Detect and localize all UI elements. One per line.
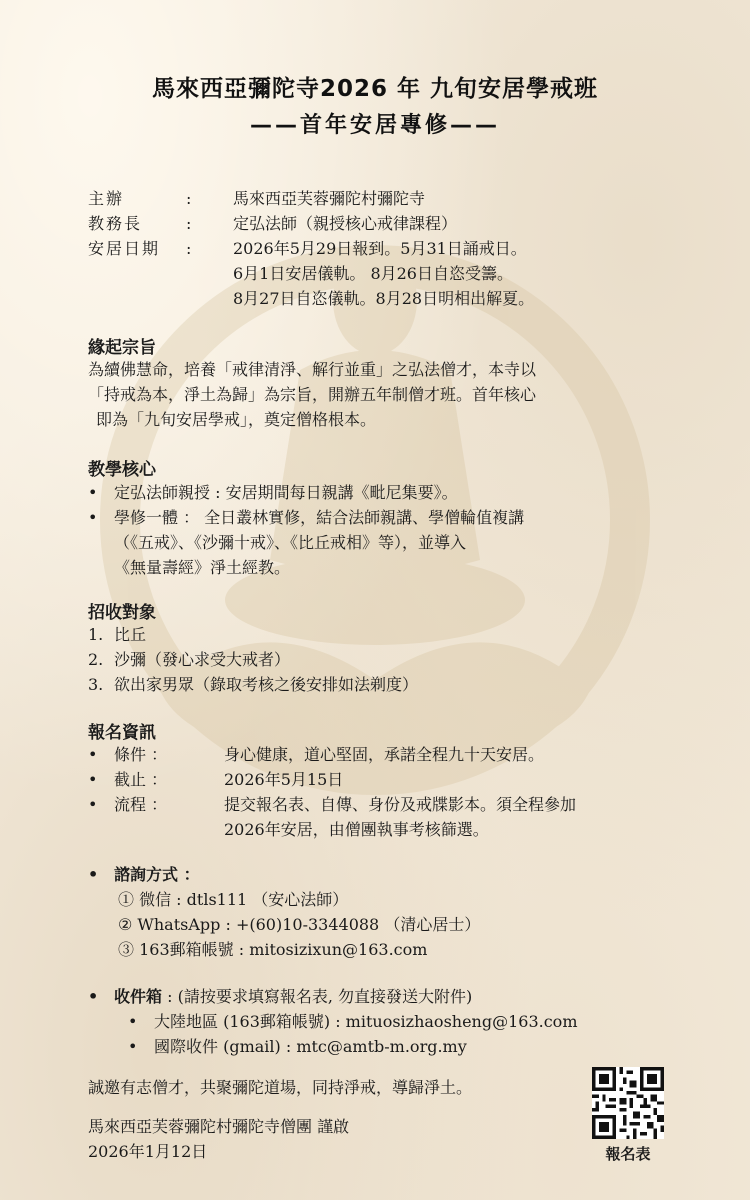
page-subtitle: ——首年安居專修—— [249, 113, 500, 138]
info-key [88, 261, 186, 286]
bullet-dot: • [88, 987, 99, 1006]
bullet-dot: • [88, 795, 98, 814]
list-item-text: 定弘法師親授 : 安居期間每日親講《毗尼集要》。 [114, 483, 458, 502]
bullet-dot: • [88, 770, 98, 789]
list-item-value: 2026年5月15日 [224, 770, 344, 789]
list-item [88, 767, 668, 792]
section-heading-teaching: 教學核心 [88, 460, 156, 480]
info-row-dates [88, 236, 688, 261]
list-number: 3. [88, 675, 104, 694]
list-item-key: 條件 ： [114, 745, 168, 764]
qr-label: 報名表 [605, 1145, 651, 1163]
info-row-dean [88, 211, 688, 236]
info-colon [186, 286, 233, 311]
inbox-item-text[interactable]: 大陸地區 (163郵箱帳號) : mituosizhaosheng@163.com [154, 1012, 578, 1031]
origin-paragraph [88, 357, 668, 432]
list-number: 1. [88, 625, 104, 644]
list-item-value: 身心健康，道心堅固，承諾全程九十天安居。 [224, 745, 545, 764]
inbox-item-international [88, 1034, 688, 1059]
list-item-text: 學修一體 ： 全日叢林實修，結合法師親講、學僧輪值複講 [114, 508, 525, 527]
bullet-dot: • [128, 1037, 138, 1056]
paragraph-line: 「持戒為本，淨土為歸」為宗旨，開辦五年制僧才班。首年核心 [88, 385, 537, 404]
paragraph-line: 即為「九旬安居學戒」，奠定僧格根本。 [96, 410, 377, 429]
inquiry-heading-row [88, 862, 688, 887]
list-item-continuation: 《無量壽經》淨土經教。 [114, 558, 291, 577]
inquiry-wechat: ① 微信 : dtls111 （安心法師） [118, 890, 349, 909]
closing-date: 2026年1月12日 [88, 1142, 208, 1161]
list-item-text: 沙彌（發心求受大戒者） [114, 650, 291, 669]
list-number: 2. [88, 650, 104, 669]
closing-signature: 馬來西亞芙蓉彌陀村彌陀寺僧團 謹啟 [88, 1117, 350, 1136]
list-item-text: 比丘 [114, 625, 147, 644]
inbox-heading: 收件箱 [114, 987, 163, 1006]
list-item [88, 622, 668, 647]
registration-list [88, 742, 668, 842]
inbox-note: : (請按要求填寫報名表, 勿直接發送大附件) [162, 987, 473, 1006]
info-colon: : [186, 214, 192, 233]
info-block [88, 186, 688, 311]
list-item-key: 流程 ： [114, 795, 168, 814]
info-colon: : [186, 239, 192, 258]
info-key: 安居日期 [88, 239, 161, 258]
closing-invite: 誠邀有志僧才，共聚彌陀道場，同持淨戒，導歸淨土。 [88, 1078, 473, 1097]
info-colon: : [186, 189, 192, 208]
info-value: 8月27日自恣儀軌。8月28日明相出解夏。 [233, 289, 535, 308]
inquiry-heading: 諮詢方式 ： [114, 865, 200, 884]
info-row-organizer [88, 186, 688, 211]
qr-code-icon[interactable] [592, 1067, 664, 1139]
inquiry-block [88, 862, 688, 962]
bullet-dot: • [88, 508, 98, 527]
inbox-item-mainland [88, 1009, 688, 1034]
section-heading-origin: 緣起宗旨 [88, 338, 156, 358]
list-item [88, 505, 668, 530]
list-item-key: 截止 ： [114, 770, 168, 789]
list-item [88, 480, 668, 505]
inbox-block [88, 984, 688, 1059]
paragraph-line: 為續佛慧命，培養「戒律清淨、解行並重」之弘法僧才，本寺以 [88, 360, 537, 379]
list-item-text: 欲出家男眾（錄取考核之後安排如法剃度） [114, 675, 419, 694]
bullet-dot: • [88, 745, 98, 764]
bullet-dot: • [88, 865, 99, 884]
list-item [88, 792, 668, 817]
info-value: 2026年5月29日報到。5月31日誦戒日。 [233, 239, 527, 258]
inbox-heading-row [88, 984, 688, 1009]
list-item-continuation: （《五戒》、《沙彌十戒》、《比丘戒相》等），並導入 [114, 533, 467, 552]
info-value: 馬來西亞芙蓉彌陀村彌陀寺 [233, 189, 426, 208]
list-item [88, 742, 668, 767]
info-row-dates-cont [88, 286, 688, 311]
bullet-dot: • [128, 1012, 138, 1031]
info-colon [186, 261, 233, 286]
list-item [88, 672, 668, 697]
list-item-value: 提交報名表、自傳、身份及戒牒影本。須全程參加 [224, 795, 577, 814]
list-item-continuation [88, 817, 668, 842]
info-row-dates-cont [88, 261, 688, 286]
teaching-list [88, 480, 668, 580]
inquiry-whatsapp: ② WhatsApp : +(60)10-3344088 （清心居士） [118, 915, 481, 934]
info-value: 定弘法師（親授核心戒律課程） [233, 214, 458, 233]
info-value: 6月1日安居儀軌。 8月26日自恣受籌。 [233, 264, 513, 283]
info-key: 教務長 [88, 214, 143, 233]
inbox-item-text[interactable]: 國際收件 (gmail) : mtc@amtb-m.org.my [154, 1037, 467, 1056]
recruit-list [88, 622, 668, 697]
info-key: 主辦 [88, 189, 125, 208]
section-heading-registration: 報名資訊 [88, 723, 156, 743]
list-item-value: 2026年安居，由僧團執事考核篩選。 [224, 820, 489, 839]
inquiry-email: ③ 163郵箱帳號 : mitosizixun@163.com [118, 940, 428, 959]
info-key [88, 286, 186, 311]
list-item [88, 647, 668, 672]
page-title: 馬來西亞彌陀寺2026 年 九旬安居學戒班 [151, 76, 599, 102]
section-heading-recruit: 招收對象 [88, 603, 156, 623]
bullet-dot: • [88, 483, 98, 502]
